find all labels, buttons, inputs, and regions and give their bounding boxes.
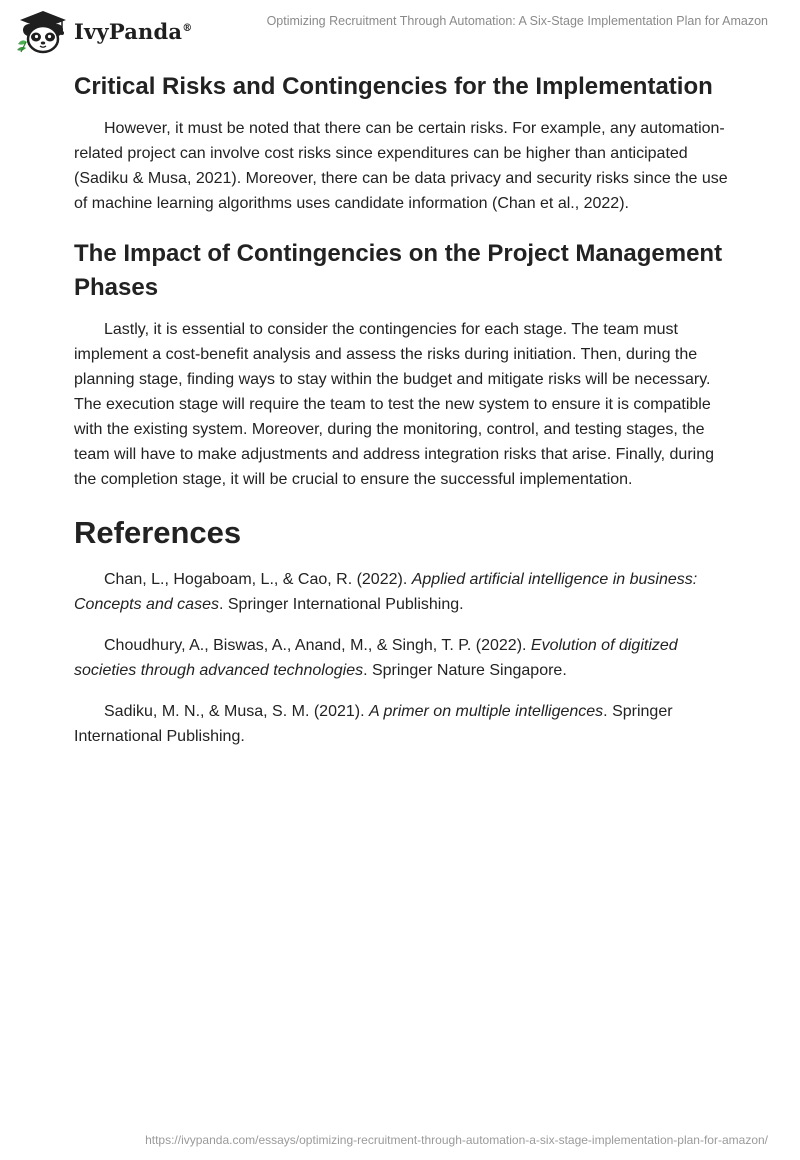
reference-item	[74, 567, 728, 617]
page-header	[0, 0, 800, 60]
references-heading: References	[74, 515, 242, 550]
section-paragraph-critical-risks: However, it must be noted that there can be certain risks. For example, any automation-related project can involve cost risks since expenditures can be higher than anticipated (Sadiku & Musa, 2021). Moreover, there can be data privacy and security risks since the use of machine learning algorithms uses candidate information (Chan et al., 2022).	[74, 120, 728, 212]
reference-title: A primer on multiple intelligences	[368, 703, 604, 720]
panda-graduate-icon	[14, 8, 72, 54]
reference-publisher: . Springer International Publishing.	[218, 596, 464, 613]
document-title: Optimizing Recruitment Through Automation: A Six-Stage Implementation Plan for Amazon	[266, 14, 768, 28]
reference-publisher: . Springer International Publishing.	[74, 703, 673, 745]
footer-source-url[interactable]: https://ivypanda.com/essays/optimizing-recruitment-through-automation-a-six-stage-implementation-plan-for-amazon/	[145, 1133, 768, 1147]
section-heading-critical-risks: Critical Risks and Contingencies for the Implementation	[74, 73, 713, 100]
section-heading-impact-of-contingencies: The Impact of Contingencies on the Project Management Phases	[74, 240, 723, 301]
essay-content	[74, 70, 728, 765]
reference-authors: Choudhury, A., Biswas, A., Anand, M., & Singh, T. P. (2022).	[104, 637, 531, 654]
logo-wordmark: IvyPanda®	[74, 18, 193, 44]
reference-authors: Sadiku, M. N., & Musa, S. M. (2021).	[104, 703, 369, 720]
ivypanda-logo[interactable]	[14, 8, 192, 54]
reference-item	[74, 633, 728, 683]
section-paragraph-impact-of-contingencies: Lastly, it is essential to consider the contingencies for each stage. The team must implement a cost-benefit analysis and assess the risks during initiation. Then, during the planning stage, finding ways to stay within the budget and mitigate risks will be necessary. The execution stage will require the team to test the new system to ensure it is compatible with the existing system. Moreover, during the monitoring, control, and testing stages, the team will have to make adjustments and address integration risks that arise. Finally, during the completion stage, it will be crucial to ensure the successful implementation.	[74, 321, 715, 488]
reference-authors: Chan, L., Hogaboam, L., & Cao, R. (2022).	[104, 571, 412, 588]
reference-item	[74, 699, 728, 749]
reference-title: Applied artificial intelligence in business: Concepts and cases	[74, 571, 698, 613]
reference-title: Evolution of digitized societies through advanced technologies	[74, 637, 678, 679]
reference-publisher: . Springer Nature Singapore.	[363, 662, 567, 679]
